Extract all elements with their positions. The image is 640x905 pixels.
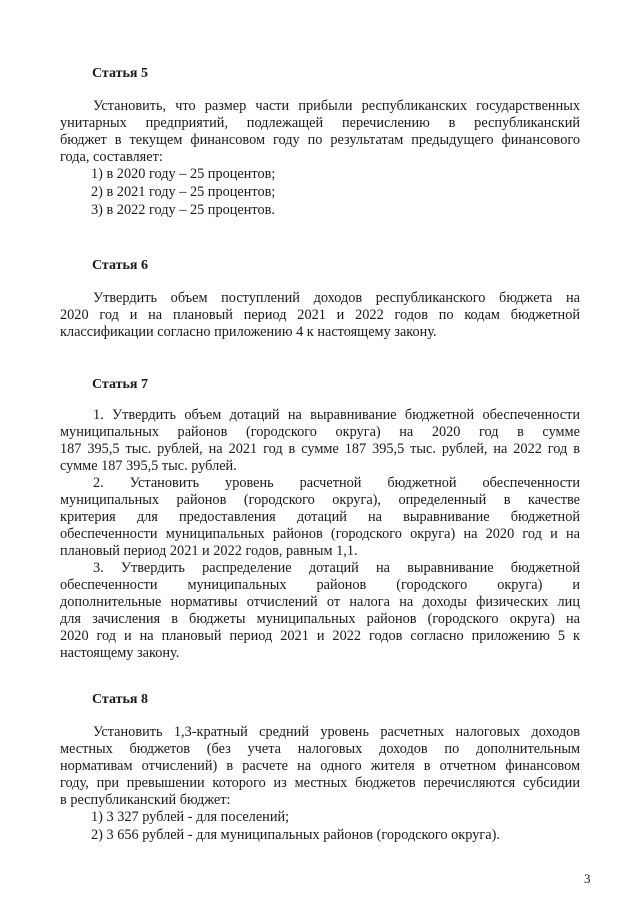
article-5-paragraph bbox=[60, 98, 580, 166]
text-line: муниципальных районов (городского округа) на 2020 год в сумме bbox=[60, 424, 580, 440]
text-line: унитарных предприятий, подлежащей перечислению в республиканский bbox=[60, 115, 580, 131]
text-line: местных бюджетов (без учета налоговых доходов по дополнительным bbox=[60, 741, 580, 757]
text-line: настоящему закону. bbox=[60, 645, 180, 661]
article-5-item-1: 1) в 2020 году – 25 процентов; bbox=[91, 166, 276, 182]
text-line: критерия для предоставления дотаций на выравнивание бюджетной bbox=[60, 509, 580, 525]
text-line: 2020 год и на плановый период 2021 и 2022 годов по кодам бюджетной bbox=[60, 307, 580, 323]
text-line: Утвердить объем поступлений доходов республиканского бюджета на bbox=[93, 290, 580, 306]
article-6-paragraph bbox=[60, 290, 580, 341]
text-line: для зачисления в бюджеты муниципальных районов (городского округа) на bbox=[60, 611, 580, 627]
article-5-item-3: 3) в 2022 году – 25 процентов. bbox=[91, 202, 275, 218]
text-line: нормативам отчислений) в расчете на одного жителя в отчетном финансовом bbox=[60, 758, 580, 774]
text-line: бюджет в текущем финансовом году по результатам предыдущего финансового bbox=[60, 132, 580, 148]
article-8-heading: Статья 8 bbox=[92, 692, 148, 707]
article-8-paragraph bbox=[60, 724, 580, 809]
text-line: 1. Утвердить объем дотаций на выравнивание бюджетной обеспеченности bbox=[93, 407, 580, 423]
text-line: классификации согласно приложению 4 к настоящему закону. bbox=[60, 324, 437, 340]
article-7-paragraph-3 bbox=[60, 560, 580, 662]
text-line: Установить, что размер части прибыли республиканских государственных bbox=[93, 98, 580, 114]
text-line: 187 395,5 тыс. рублей, на 2021 год в сумме 187 395,5 тыс. рублей, на 2022 год в bbox=[60, 441, 580, 457]
text-line: муниципальных районов (городского округа), определенный в качестве bbox=[60, 492, 580, 508]
article-6-heading: Статья 6 bbox=[92, 258, 148, 273]
article-5-heading: Статья 5 bbox=[92, 66, 148, 81]
article-7-paragraph-2 bbox=[60, 475, 580, 560]
text-line: дополнительные нормативы отчислений от налога на доходы физических лиц bbox=[60, 594, 580, 610]
text-line: 3. Утвердить распределение дотаций на выравнивание бюджетной bbox=[93, 560, 580, 576]
text-line: плановый период 2021 и 2022 годов, равным 1,1. bbox=[60, 543, 358, 559]
text-line: 2. Установить уровень расчетной бюджетной обеспеченности bbox=[93, 475, 580, 491]
text-line: обеспеченности муниципальных районов (городского округа) и bbox=[60, 577, 580, 593]
page-number: 3 bbox=[584, 871, 591, 886]
article-8-item-1: 1) 3 327 рублей - для поселений; bbox=[91, 809, 290, 825]
article-5-item-2: 2) в 2021 году – 25 процентов; bbox=[91, 184, 276, 200]
text-line: в республиканский бюджет: bbox=[60, 792, 231, 808]
text-line: обеспеченности муниципальных районов (городского округа) на 2020 год и на bbox=[60, 526, 580, 542]
text-line: сумме 187 395,5 тыс. рублей. bbox=[60, 458, 237, 474]
text-line: 2020 год и на плановый период 2021 и 2022 годов согласно приложению 5 к bbox=[60, 628, 580, 644]
article-7-heading: Статья 7 bbox=[92, 377, 148, 392]
article-7-paragraph-1 bbox=[60, 407, 580, 475]
text-line: году, при превышении которого из местных бюджетов перечисляются субсидии bbox=[60, 775, 580, 791]
text-line: года, составляет: bbox=[60, 149, 163, 165]
article-8-item-2: 2) 3 656 рублей - для муниципальных районов (городского округа). bbox=[91, 827, 500, 843]
text-line: Установить 1,3-кратный средний уровень расчетных налоговых доходов bbox=[93, 724, 580, 740]
